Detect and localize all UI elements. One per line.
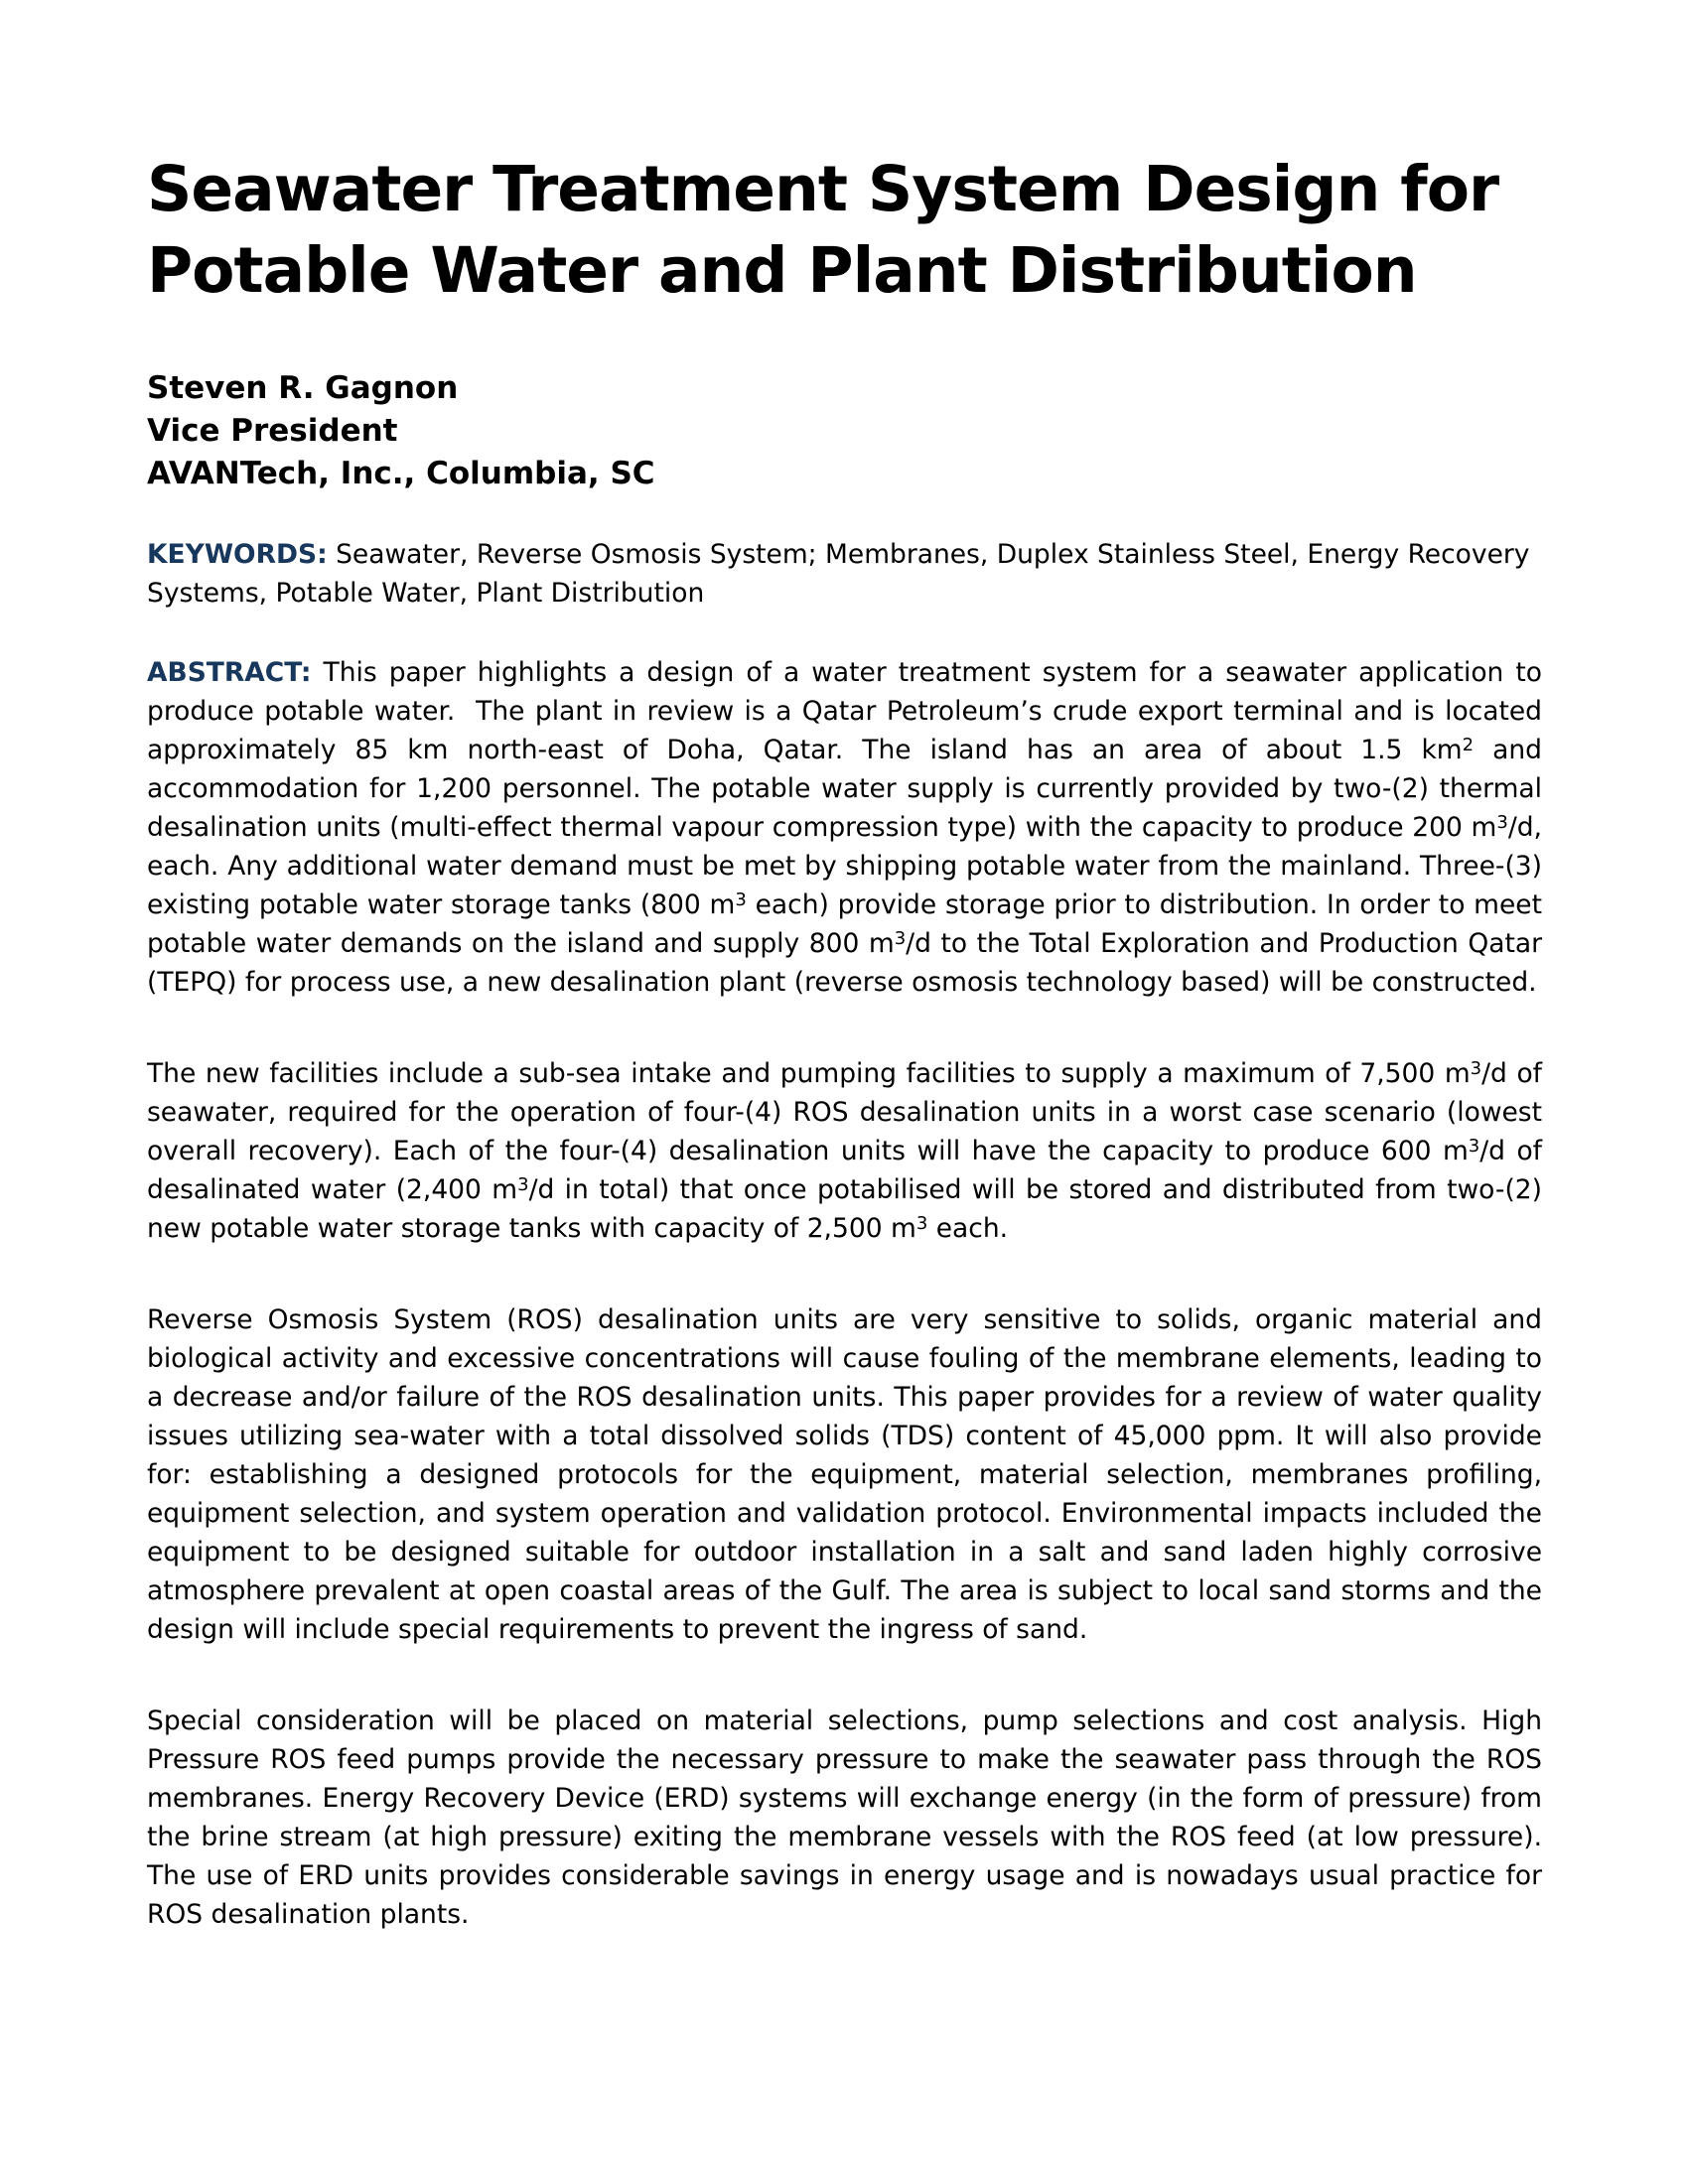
abstract-paragraph	[147, 653, 1542, 1002]
superscript: 3	[735, 888, 747, 910]
abstract-label: ABSTRACT:	[147, 657, 312, 688]
superscript: 3	[517, 1173, 529, 1195]
superscript: 3	[1468, 1135, 1480, 1157]
keywords-separator	[328, 539, 336, 570]
author-title: Vice President	[147, 413, 398, 449]
body-paragraph-2: Reverse Osmosis System (ROS) desalination units are very sensitive to solids, organic material and biological activity and excessive concentrations will cause fouling of the membrane elements, leading to a decrease and/or failure of the ROS desalination units. This paper provides for a review of water quality issues utilizing sea-water with a total dissolved solids (TDS) content of 45,000 ppm. It will also provide for: establishing a designed protocols for the equipment, material selection, membranes profiling, equipment selection, and system operation and validation protocol. Environmental impacts included the equipment to be designed suitable for outdoor installation in a salt and sand laden highly corrosive atmosphere prevalent at open coastal areas of the Gulf. The area is subject to local sand storms and the design will include special requirements to prevent the ingress of sand.	[147, 1304, 1542, 1645]
superscript: 3	[1496, 811, 1508, 833]
author-block	[147, 367, 1542, 495]
body-paragraph-1: The new facilities include a sub-sea intake and pumping facilities to supply a maximum of 7,500 $m^3/d$ of seawater, required for the operation of four-(4) ROS desalination units in a worst case scenario (lowest overall recovery). Each of the four-(4) desalination units will have the capacity to produce 600 $m^3/d$ of desalinated water (2,400 $m^3/d$ in total) that once potabilised will be stored and distributed from two-(2) new potable water storage tanks with capacity of 2,500 $m^3$ each.	[147, 1057, 1543, 1244]
keywords-label: KEYWORDS:	[147, 539, 328, 570]
body-paragraph-3: Special consideration will be placed on material selections, pump selections and cost analysis. High Pressure ROS feed pumps provide the necessary pressure to make the seawater pass through the ROS membranes. Energy Recovery Device (ERD) systems will exchange energy (in the form of pressure) from the brine stream (at high pressure) exiting the membrane vessels with the ROS feed (at low pressure). The use of ERD units provides considerable savings in energy usage and is nowadays usual practice for ROS desalination plants.	[147, 1706, 1542, 1930]
abstract-text: This paper highlights a design of a water treatment system for a seawater application to produce potable water. The plant in review is a Qatar Petroleum’s crude export terminal and is located approximately 85 km north-east of Doha, Qatar. The island has an area of about 1.5 $km^2$ and accommodation for 1,200 personnel. The potable water supply is currently provided by two-(2) thermal desalination units (multi-effect thermal vapour compression type) with the capacity to produce 200 $m^3/d$, each. Any additional water demand must be met by shipping potable water from the mainland. Three-(3) existing potable water storage tanks (800 $m^3$ each) provide storage prior to distribution. In order to meet potable water demands on the island and supply 800 $m^3/d$ to the Total Exploration and Production Qatar (TEPQ) for process use, a new desalination plant (reverse osmosis technology based) will be constructed.	[147, 657, 1542, 998]
author-name: Steven R. Gagnon	[147, 370, 459, 406]
title-line-1: Seawater Treatment System Design for	[147, 153, 1499, 225]
superscript: 2	[1462, 734, 1475, 755]
keywords-paragraph	[147, 535, 1542, 613]
title-line-2: Potable Water and Plant Distribution	[147, 234, 1417, 307]
author-affiliation: AVANTech, Inc., Columbia, SC	[147, 456, 655, 491]
superscript: 3	[894, 927, 907, 949]
abstract-separator	[311, 657, 323, 688]
superscript: 3	[915, 1212, 928, 1234]
keywords-text: Seawater, Reverse Osmosis System; Membranes, Duplex Stainless Steel, Energy Recovery Systems, Potable Water, Plant Distribution	[147, 539, 1530, 609]
superscript: 3	[1470, 1057, 1482, 1079]
page-title	[147, 149, 1542, 312]
